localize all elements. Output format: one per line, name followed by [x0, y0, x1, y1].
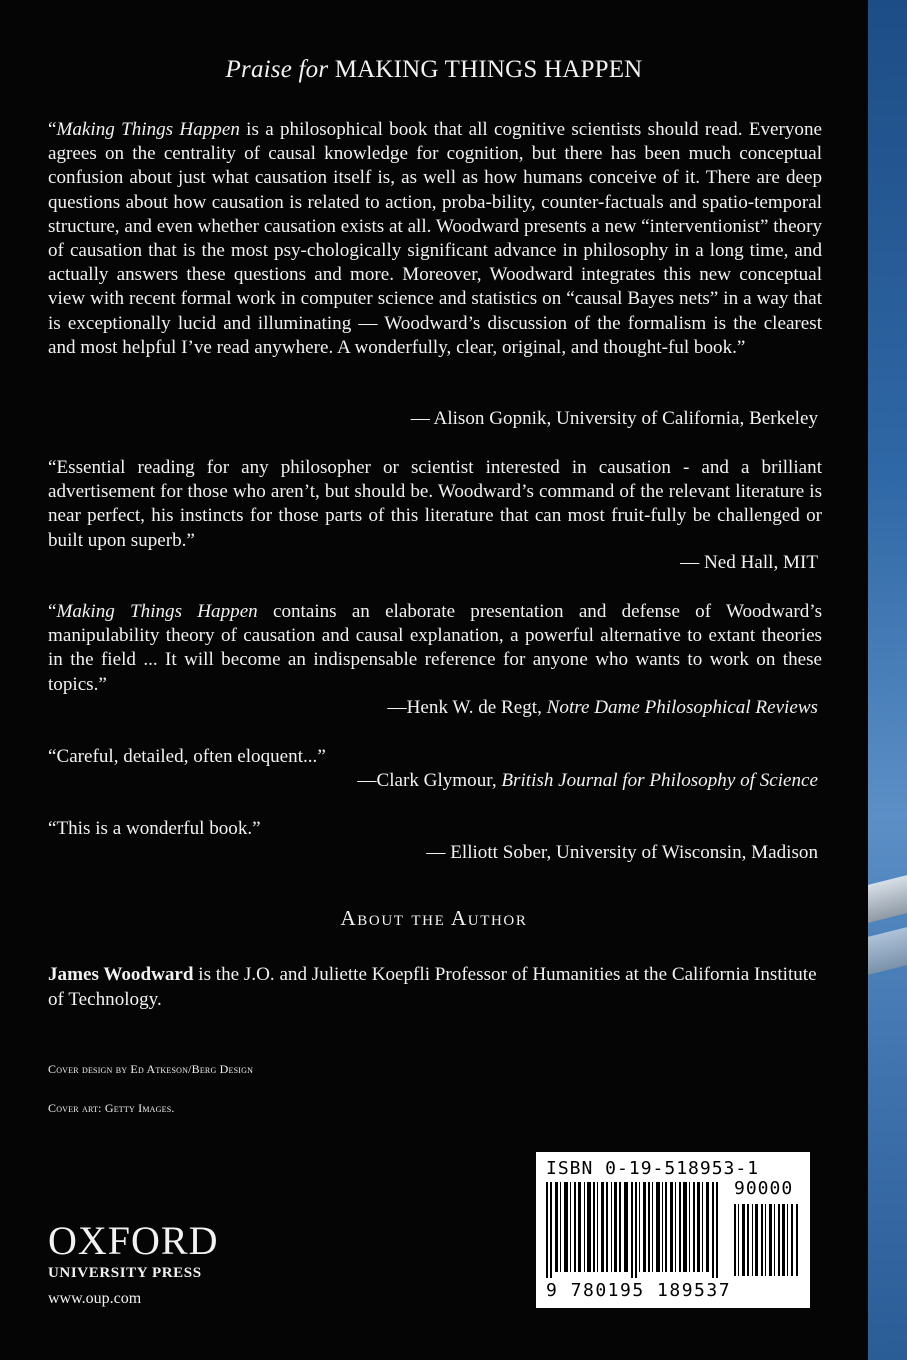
praise-heading: [0, 56, 868, 84]
attribution-source: Notre Dame Philosophical Reviews: [546, 697, 818, 718]
oxford-press-label: UNIVERSITY PRESS: [48, 1265, 202, 1281]
isbn-text: ISBN 0-19-518953-1: [546, 1158, 760, 1179]
aircraft-wing-art: [868, 875, 907, 923]
cover-art-credit: Cover art: Getty Images.: [48, 1101, 175, 1115]
open-quote-mark: “: [48, 601, 57, 622]
attribution-sober: — Elliott Sober, University of Wisconsin, Madison: [426, 842, 818, 863]
about-author-heading: About the Author: [340, 906, 528, 930]
praise-label: Praise for: [225, 56, 329, 83]
oxford-logo: OXFORD: [48, 1218, 219, 1263]
quote-text: “Careful, detailed, often eloquent...”: [48, 746, 326, 767]
author-bio: [48, 962, 822, 1012]
quote-text: “This is a wonderful book.”: [48, 818, 261, 839]
attribution-glymour: [48, 769, 818, 793]
quote-book-title: Making Things Happen: [56, 601, 258, 622]
price-code: 90000: [734, 1178, 794, 1199]
price-barcode-bars: [734, 1204, 800, 1276]
ean-barcode-bars: [546, 1182, 724, 1278]
attribution-de-regt: [48, 696, 818, 720]
attribution-hall: — Ned Hall, MIT: [680, 552, 818, 573]
quote-sober: [48, 817, 822, 841]
quote-text: is a philosophical book that all cognitive scientists should read. Everyone agrees on the centrality of causal knowledge for cognition, but there has been much conceptual confusion about just what causation itself is, as well as how humans conceive of it. There are deep questions about how causation is related to action, proba-bility, counter-factuals and spatio-temporal structure, and even whether causation exists at all. Woodward presents a new “interventionist” theory of causation that is the most psy-chologically significant advance in philosophy in a long time, and actually answers these questions and more. Moreover, Woodward integrates this new conceptual view with recent formal work in computer science and statistics on “causal Bayes nets” in a way that is exceptionally lucid and illuminating — Woodward’s discussion of the formalism is the clearest and most helpful I’ve read anywhere. A wonderfully, clear, original, and thought-ful book.”: [48, 119, 822, 358]
quote-book-title: Making Things Happen: [56, 119, 240, 140]
attribution-name: —Henk W. de Regt,: [387, 697, 547, 718]
quote-glymour: [48, 745, 822, 769]
book-title: MAKING THINGS HAPPEN: [334, 56, 643, 83]
open-quote-mark: “: [48, 119, 57, 140]
aircraft-wing-art: [868, 927, 907, 975]
quote-gopnik: [48, 118, 822, 360]
quote-de-regt: [48, 600, 822, 697]
cover-design-credit: Cover design by Ed Atkeson/Berg Design: [48, 1062, 254, 1076]
attribution-gopnik: — Alison Gopnik, University of California, Berkeley: [410, 408, 818, 429]
quote-text: contains an elaborate presentation and defense of Woodward’s manipulability theory of causation and causal explanation, a powerful alternative to extant theories in the field ... It will become an indispensable reference for anyone who wants to work on these topics.”: [48, 601, 822, 695]
attribution-source: British Journal for Philosophy of Science: [501, 770, 818, 791]
publisher-url: www.oup.com: [48, 1290, 142, 1307]
cover-art-edge: [868, 0, 907, 1360]
author-bio-text: is the J.O. and Juliette Koepfli Professor of Humanities at the California Institute of Technology.: [48, 964, 817, 1010]
ean-number: 9 780195 189537: [546, 1280, 732, 1301]
isbn-barcode: [536, 1152, 810, 1308]
author-name: James Woodward: [48, 964, 194, 985]
quote-text: “Essential reading for any philosopher or scientist interested in causation - and a brilliant advertisement for those who aren’t, but should be. Woodward’s command of the relevant literature is near perfect, his instincts for those parts of this literature that can most fruit-fully be challenged or built upon superb.”: [48, 457, 822, 551]
attribution-name: —Clark Glymour,: [357, 770, 502, 791]
quote-hall: [48, 456, 822, 553]
